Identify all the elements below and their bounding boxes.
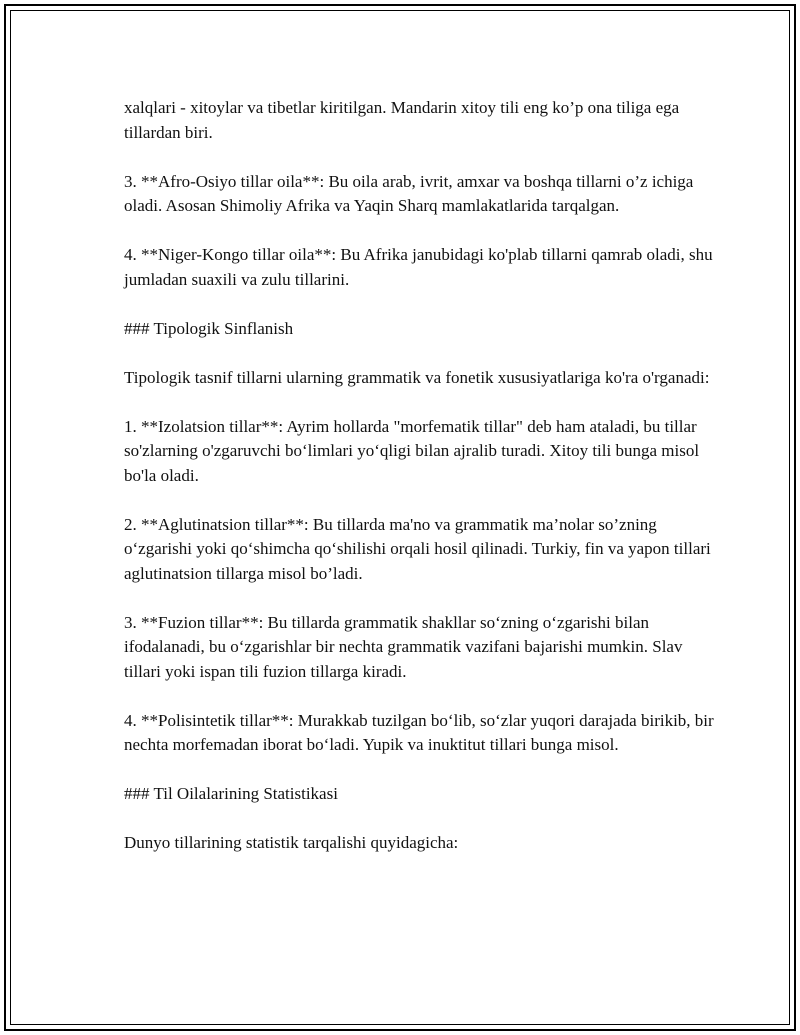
- paragraph-continuation: xalqlari - xitoylar va tibetlar kiritilgan. Mandarin xitoy tili eng ko’p ona tiliga ega tillardan biri.: [124, 98, 680, 142]
- document-body: [124, 96, 714, 880]
- page-frame: [4, 4, 796, 1031]
- section-heading-statistics: ### Til Oilalarining Statistikasi: [124, 784, 338, 803]
- list-item-afro-asiatic: 3. **Afro-Osiyo tillar oila**: Bu oila arab, ivrit, amxar va boshqa tillarni o’z ichiga oladi. Asosan Shimoliy Afrika va Yaqin Sharq mamlakatlarida tarqalgan.: [124, 171, 694, 215]
- paragraph-typological-intro: Tipologik tasnif tillarni ularning grammatik va fonetik xususiyatlariga ko'ra o'rganadi:: [124, 367, 710, 387]
- paragraph-statistics-intro: Dunyo tillarining statistik tarqalishi quyidagicha:: [124, 833, 459, 852]
- section-heading-typological: ### Tipologik Sinflanish: [124, 318, 294, 338]
- list-item-isolating: 1. **Izolatsion tillar**: Ayrim hollarda "morfematik tillar" deb ham ataladi, bu tillar so'zlarning o'zgaruvchi bo‘limlari yo‘qligi bilan ajralib turadi. Xitoy tili bunga misol bo'la oladi.: [124, 416, 700, 485]
- list-item-agglutinative: 2. **Aglutinatsion tillar**: Bu tillarda ma'no va grammatik ma’nolar so’zning o‘zgarishi yoki qo‘shimcha qo‘shilishi orqali hosil qilinadi. Turkiy, fin va yapon tillari aglutinatsion tillarga misol bo’ladi.: [124, 514, 711, 583]
- list-item-polysynthetic: 4. **Polisintetik tillar**: Murakkab tuzilgan bo‘lib, so‘zlar yuqori darajada birikib, bir nechta morfemadan iborat bo‘ladi. Yupik va inuktitut tillari bunga misol.: [124, 710, 714, 754]
- list-item-fusional: 3. **Fuzion tillar**: Bu tillarda grammatik shakllar so‘zning o‘zgarishi bilan ifodalanadi, bu o‘zgarishlar bir nechta grammatik vazifani bajarishi mumkin. Slav tillari yoki ispan tili fuzion tillarga kiradi.: [124, 612, 683, 681]
- list-item-niger-congo: 4. **Niger-Kongo tillar oila**: Bu Afrika janubidagi ko'plab tillarni qamrab oladi, shu jumladan suaxili va zulu tillarini.: [124, 245, 713, 289]
